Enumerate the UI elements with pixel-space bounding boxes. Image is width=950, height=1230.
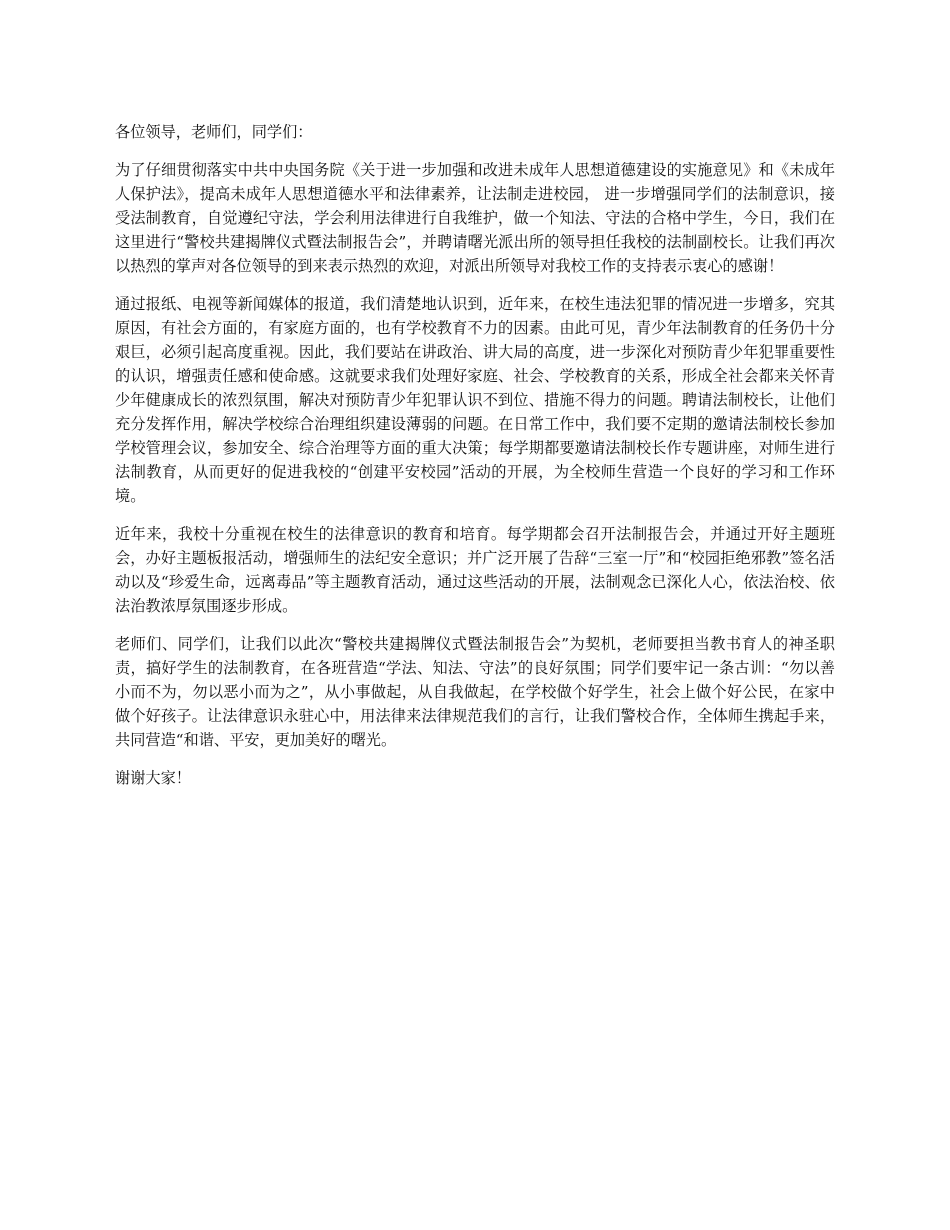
paragraph-call-to-action: 老师们、同学们，让我们以此次“警校共建揭牌仪式暨法制报告会”为契机，老师要担当教书育人的神圣职责，搞好学生的法制教育，在各班营造“学法、知法、守法”的良好氛围；同学们要牢记一条古训：“勿以善小而不为，勿以恶小而为之”，从小事做起，从自我做起，在学校做个好学生，社会上做个好公民，在家中做个好孩子。让法律意识永驻心中，用法律来法律规范我们的言行，让我们警校合作，全体师生携起手来，共同营造“和谐、平安，更加美好的曙光。 <box>115 635 835 749</box>
paragraph-importance: 通过报纸、电视等新闻媒体的报道，我们清楚地认识到，近年来，在校生违法犯罪的情况进一步增多，究其原因，有社会方面的，有家庭方面的，也有学校教育不力的因素。由此可见，青少年法制教育的任务仍十分艰巨，必须引起高度重视。因此，我们要站在讲政治、讲大局的高度，进一步深化对预防青少年犯罪重要性的认识，增强责任感和使命感。这就要求我们处理好家庭、社会、学校教育的关系，形成全社会都来关怀青少年健康成长的浓烈氛围，解决对预防青少年犯罪认识不到位、措施不得力的问题。聘请法制校长，让他们充分发挥作用，解决学校综合治理组织建设薄弱的问题。在日常工作中，我们要不定期的邀请法制校长参加学校管理会议，参加安全、综合治理等方面的重大决策；每学期都要邀请法制校长作专题讲座，对师生进行法制教育，从而更好的促进我校的“创建平安校园”活动的开展，为全校师生营造一个良好的学习和工作环境。 <box>115 295 835 505</box>
paragraph-intro: 为了仔细贯彻落实中共中央国务院《关于进一步加强和改进未成年人思想道德建设的实施意见》和《未成年人保护法》，提高未成年人思想道德水平和法律素养，让法制走进校园， 进一步增强同学们的法制意识，接受法制教育，自觉遵纪守法，学会利用法律进行自我维护，做一个知法、守法的合格中学生，今日，我们在这里进行“警校共建揭牌仪式暨法制报告会”，并聘请曙光派出所的领导担任我校的法制副校长。让我们再次以热烈的掌声对各位领导的到来表示热烈的欢迎，对派出所领导对我校工作的支持表示衷心的感谢！ <box>115 161 835 275</box>
closing: 谢谢大家！ <box>115 769 191 787</box>
document-page <box>115 120 835 804</box>
salutation: 各位领导，老师们，同学们： <box>115 123 313 141</box>
paragraph-school-efforts: 近年来，我校十分重视在校生的法律意识的教育和培育。每学期都会召开法制报告会，并通过开好主题班会，办好主题板报活动，增强师生的法纪安全意识；并广泛开展了告辞“三室一厅”和“校园拒绝邪教”签名活动以及“珍爱生命，远离毒品”等主题教育活动，通过这些活动的开展，法制观念已深化人心，依法治校、依法治教浓厚氛围逐步形成。 <box>115 525 835 615</box>
